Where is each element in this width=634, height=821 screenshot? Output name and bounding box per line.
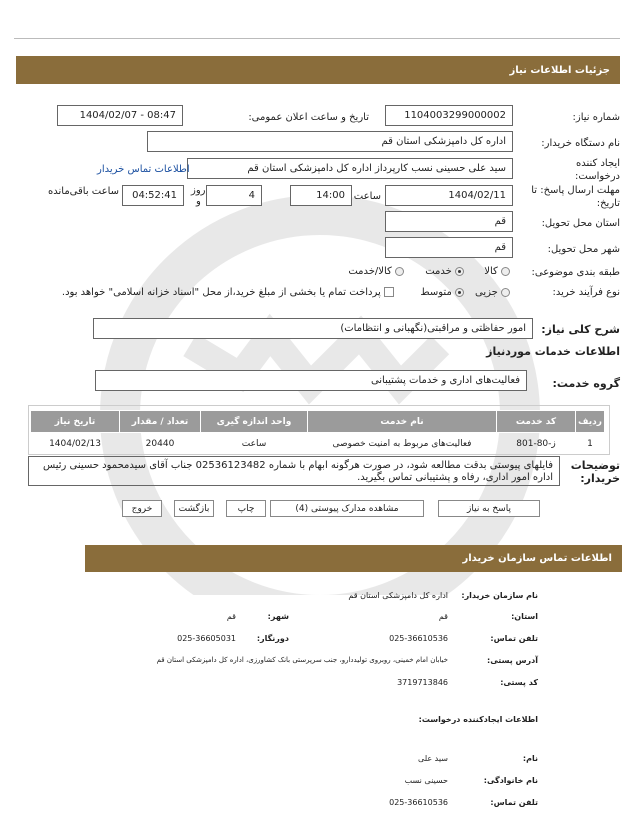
deadline-time-field bbox=[290, 185, 352, 206]
remaining-label: ساعت باقی‌مانده bbox=[48, 186, 120, 197]
city-value: قم bbox=[494, 242, 506, 253]
process-option-minor[interactable] bbox=[475, 287, 510, 298]
bc-postal-value: 3719713846 bbox=[397, 678, 448, 687]
group-value: فعالیت‌های اداری و خدمات پشتیبانی bbox=[370, 375, 520, 386]
city-label: شهر محل تحویل: bbox=[547, 244, 620, 255]
announce-label: تاریخ و ساعت اعلان عمومی: bbox=[248, 112, 369, 123]
items-table bbox=[30, 410, 605, 455]
days-field bbox=[206, 185, 262, 206]
cell-qty: 20440 bbox=[120, 433, 201, 455]
table-row[interactable] bbox=[31, 433, 605, 455]
col-qty: تعداد / مقدار bbox=[120, 411, 201, 433]
table-header-row bbox=[31, 411, 605, 433]
category-goods-service-radio[interactable] bbox=[395, 267, 404, 276]
cell-name: فعالیت‌های مربوط به امنیت خصوصی bbox=[308, 433, 497, 455]
cc-title: اطلاعات ایجادکننده درخواست: bbox=[418, 715, 538, 724]
exit-button[interactable]: خروج bbox=[122, 500, 162, 517]
notes-label: توضیحات خریدار: bbox=[570, 459, 620, 485]
buyer-contact-title: اطلاعات تماس سازمان خریدار bbox=[462, 553, 612, 564]
bc-postal-label: کد پستی: bbox=[500, 678, 538, 687]
bc-phone-label: تلفن تماس: bbox=[490, 634, 538, 643]
remaining-time-value: 04:52:41 bbox=[132, 190, 177, 201]
deadline-label: مهلت ارسال پاسخ: تا تاریخ: bbox=[531, 185, 620, 209]
bc-city-label: شهر: bbox=[267, 612, 289, 621]
cc-phone-value: 025-36610536 bbox=[389, 798, 448, 807]
top-divider bbox=[14, 38, 620, 39]
cc-name-label: نام: bbox=[522, 754, 538, 763]
payment-checkbox[interactable] bbox=[384, 287, 394, 297]
cc-name-value: سید علی bbox=[418, 754, 448, 763]
cell-unit: ساعت bbox=[201, 433, 308, 455]
creator-value: سید علی حسینی نسب کارپرداز اداره کل دامپزشکی استان قم bbox=[247, 163, 506, 174]
province-label: استان محل تحویل: bbox=[541, 218, 620, 229]
category-option-service[interactable] bbox=[425, 266, 464, 277]
payment-note bbox=[62, 287, 394, 298]
group-label: گروه خدمت: bbox=[552, 377, 620, 390]
days-value: 4 bbox=[248, 190, 255, 201]
col-name: نام خدمت bbox=[308, 411, 497, 433]
payment-note-text: پرداخت تمام یا بخشی از مبلغ خرید،از محل "اسناد خزانه اسلامی" خواهد بود. bbox=[61, 287, 381, 298]
col-code: کد خدمت bbox=[497, 411, 576, 433]
bc-province-value: قم bbox=[438, 612, 448, 621]
group-field bbox=[95, 370, 527, 391]
buyer-contact-header bbox=[85, 545, 622, 572]
col-unit: واحد اندازه گیری bbox=[201, 411, 308, 433]
summary-label: شرح کلی نیاز: bbox=[541, 323, 620, 336]
category-service-text: خدمت bbox=[425, 266, 452, 277]
back-button[interactable]: بازگشت bbox=[174, 500, 214, 517]
cc-family-label: نام خانوادگی: bbox=[483, 776, 538, 785]
time-label: ساعت bbox=[353, 191, 381, 202]
process-medium-radio[interactable] bbox=[455, 288, 464, 297]
category-goods-text: کالا bbox=[484, 266, 498, 277]
creator-label: ایجاد کننده درخواست: bbox=[575, 158, 620, 182]
and-label: و bbox=[196, 196, 201, 207]
summary-value: امور حفاظتی و مراقبتی(نگهبانی و انتظامات) bbox=[340, 323, 526, 334]
category-option-goods[interactable] bbox=[484, 266, 510, 277]
process-option-medium[interactable] bbox=[420, 287, 464, 298]
col-row: ردیف bbox=[576, 411, 605, 433]
cell-date: 1404/02/13 bbox=[31, 433, 120, 455]
deadline-date-value: 1404/02/11 bbox=[448, 190, 506, 201]
cc-phone-label: تلفن تماس: bbox=[490, 798, 538, 807]
category-service-radio[interactable] bbox=[455, 267, 464, 276]
cc-family-value: حسینی نسب bbox=[404, 776, 448, 785]
col-date: تاریخ نیاز bbox=[31, 411, 120, 433]
process-minor-text: جزیی bbox=[474, 287, 498, 298]
need-number-value: 1104003299000002 bbox=[404, 110, 506, 121]
section-header bbox=[16, 56, 620, 84]
process-minor-radio[interactable] bbox=[501, 288, 510, 297]
process-medium-text: متوسط bbox=[420, 287, 452, 298]
buyer-org-label: نام دستگاه خریدار: bbox=[541, 138, 620, 149]
category-label: طبقه بندی موضوعی: bbox=[531, 267, 620, 278]
need-number-field bbox=[385, 105, 513, 126]
buyer-contact-link[interactable]: اطلاعات تماس خریدار bbox=[97, 164, 190, 175]
bc-fax-value: 025-36605031 bbox=[177, 634, 236, 643]
bc-city-value: قم bbox=[226, 612, 236, 621]
buyer-org-field bbox=[147, 131, 513, 152]
province-value: قم bbox=[494, 216, 506, 227]
notes-box bbox=[28, 456, 560, 486]
process-label: نوع فرآیند خرید: bbox=[552, 287, 620, 298]
bc-province-label: استان: bbox=[511, 612, 538, 621]
bc-address-value: خیابان امام خمینی، روبروی تولیددارو، جنب سرپرستی بانک کشاورزی، اداره کل دامپزشکی استان قم bbox=[156, 656, 448, 664]
city-field bbox=[385, 237, 513, 258]
announce-value: 1404/02/07 - 08:47 bbox=[79, 110, 176, 121]
creator-field bbox=[187, 158, 513, 179]
bc-org-value: اداره کل دامپزشکی استان قم bbox=[348, 591, 448, 600]
cell-row: 1 bbox=[576, 433, 605, 455]
bc-phone-value: 025-36610536 bbox=[389, 634, 448, 643]
remaining-time-field bbox=[122, 185, 184, 206]
cell-code: ز-80-801 bbox=[497, 433, 576, 455]
need-number-label: شماره نیاز: bbox=[572, 112, 620, 123]
announce-field bbox=[57, 105, 183, 126]
category-goods-radio[interactable] bbox=[501, 267, 510, 276]
section-title: جزئیات اطلاعات نیاز bbox=[509, 64, 610, 76]
reply-button[interactable]: پاسخ به نیاز bbox=[438, 500, 540, 517]
print-button[interactable]: چاپ bbox=[226, 500, 266, 517]
attachments-button[interactable]: مشاهده مدارک پیوستی (4) bbox=[270, 500, 424, 517]
bc-address-label: آدرس پستی: bbox=[487, 656, 538, 665]
services-title: اطلاعات خدمات موردنیاز bbox=[486, 345, 620, 358]
category-option-goods-service[interactable] bbox=[348, 266, 404, 277]
category-goods-service-text: کالا/خدمت bbox=[348, 266, 392, 277]
days-label: روز bbox=[191, 185, 206, 196]
notes-text: فایلهای پیوستی بدقت مطالعه شود، در صورت هرگونه ابهام با شماره 02536123482 جناب آقای سیدمحمود حسینی رئیس اداره امور اداری، رفاه و پشتیبانی تماس بگیرید. bbox=[42, 460, 553, 483]
deadline-date-field bbox=[385, 185, 513, 206]
bc-fax-label: دورنگار: bbox=[256, 634, 289, 643]
deadline-time-value: 14:00 bbox=[316, 190, 345, 201]
buyer-org-value: اداره کل دامپزشکی استان قم bbox=[381, 136, 506, 147]
bc-org-label: نام سازمان خریدار: bbox=[461, 591, 538, 600]
summary-field bbox=[93, 318, 533, 339]
province-field bbox=[385, 211, 513, 232]
